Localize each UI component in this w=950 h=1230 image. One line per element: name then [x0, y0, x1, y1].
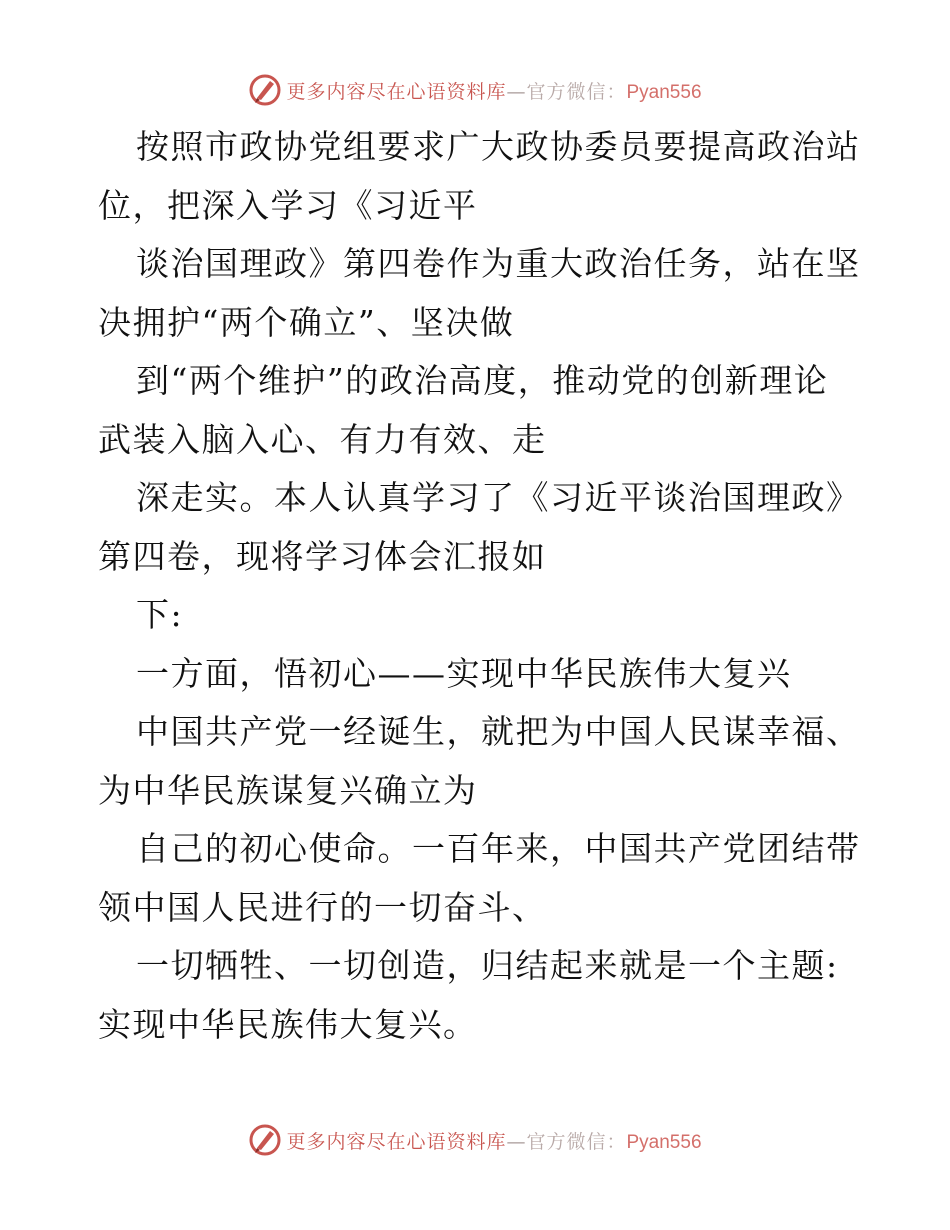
watermark-text: [286, 77, 701, 104]
watermark-label: 官方微信：: [526, 1130, 627, 1153]
watermark-site: 更多内容尽在心语资料库: [286, 1130, 507, 1153]
text-line: 到“两个维护”的政治高度，推动党的创新理论: [136, 361, 829, 400]
text-line: 决拥护“两个确立”、坚决做: [98, 302, 515, 342]
text-line: 深走实。本人认真学习了《习近平谈治国理政》: [136, 478, 861, 517]
text-line: 第四卷，现将学习体会汇报如: [98, 536, 547, 576]
document-body: [98, 118, 861, 1054]
quill-pen-logo-icon: [248, 73, 282, 107]
text-line: 下:: [136, 595, 184, 634]
watermark-wechat-id: Pyan556: [626, 1131, 702, 1153]
text-line: 为中华民族谋复兴确立为: [98, 770, 478, 810]
watermark-dash: —: [506, 1130, 527, 1153]
text-line: 一切牺牲、一切创造，归结起来就是一个主题:: [136, 946, 839, 985]
watermark-label: 官方微信：: [526, 80, 627, 103]
text-line: 领中国人民进行的一切奋斗、: [98, 887, 547, 927]
text-line: 位，把深入学习《习近平: [98, 185, 478, 225]
watermark-dash: —: [506, 80, 527, 103]
text-line: 自己的初心使命。一百年来，中国共产党团结带: [136, 829, 861, 868]
text-line: 中国共产党一经诞生，就把为中国人民谋幸福、: [136, 712, 861, 751]
text-line: 武装入脑入心、有力有效、走: [98, 419, 547, 459]
watermark-site: 更多内容尽在心语资料库: [286, 80, 507, 103]
section-heading: 一方面，悟初心——实现中华民族伟大复兴: [136, 653, 792, 693]
text-line: 谈治国理政》第四卷作为重大政治任务，站在坚: [136, 244, 861, 283]
text-line: 按照市政协党组要求广大政协委员要提高政治站: [136, 127, 861, 166]
header-watermark: [0, 70, 950, 110]
watermark-text: [286, 1127, 701, 1154]
watermark-wechat-id: Pyan556: [626, 81, 702, 103]
text-line: 实现中华民族伟大复兴。: [98, 1004, 478, 1044]
footer-watermark: [0, 1120, 950, 1160]
quill-pen-logo-icon: [248, 1123, 282, 1157]
